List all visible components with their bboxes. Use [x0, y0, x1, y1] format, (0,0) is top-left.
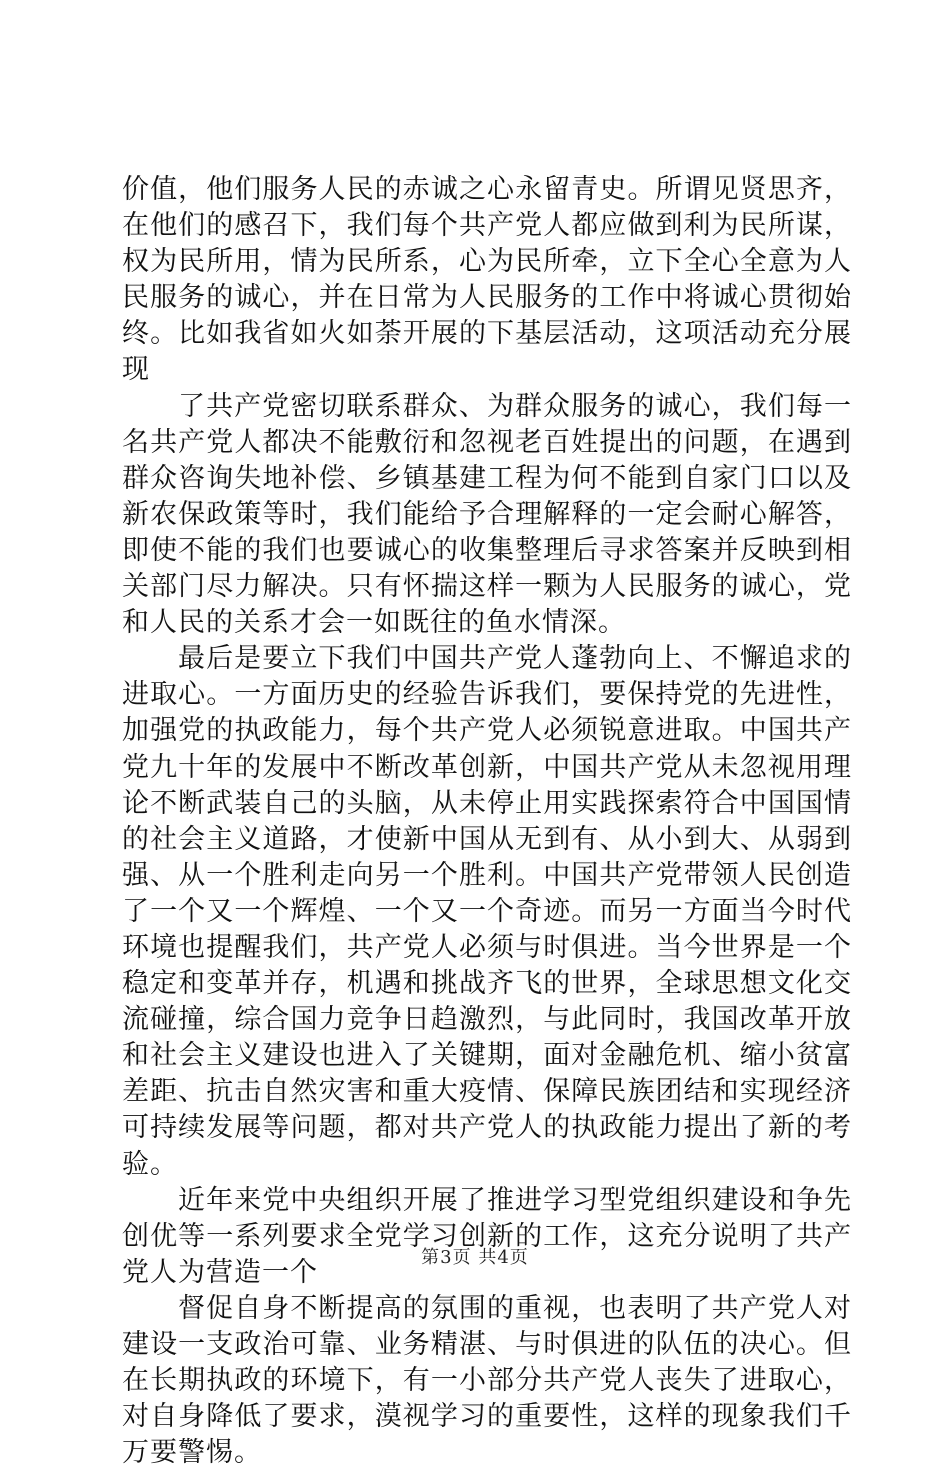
paragraph-3: 最后是要立下我们中国共产党人蓬勃向上、不懈追求的进取心。一方面历史的经验告诉我们，要保持党的先进性，加强党的执政能力，每个共产党人必须锐意进取。中国共产党九十年的发展中不断改革创新，中国共产党从未忽视用理论不断武装自己的头脑，从未停止用实践探索符合中国国情的社会主义道路，才使新中国从无到有、从小到大、从弱到强、从一个胜利走向另一个胜利。中国共产党带领人民创造了一个又一个辉煌、一个又一个奇迹。而另一方面当今时代环境也提醒我们，共产党人必须与时俱进。当今世界是一个稳定和变革并存，机遇和挑战齐飞的世界，全球思想文化交流碰撞，综合国力竞争日趋激烈，与此同时，我国改革开放和社会主义建设也进入了关键期，面对金融危机、缩小贫富差距、抗击自然灾害和重大疫情、保障民族团结和实现经济可持续发展等问题，都对共产党人的执政能力提出了新的考验。	[122, 643, 852, 1180]
paragraph-4: 近年来党中央组织开展了推进学习型党组织建设和争先创优等一系列要求全党学习创新的工作，这充分说明了共产党人为营造一个	[122, 1184, 852, 1288]
document-body	[122, 172, 852, 1471]
paragraph-1: 价值，他们服务人民的赤诚之心永留青史。所谓见贤思齐，在他们的感召下，我们每个共产党人都应做到利为民所谋，权为民所用，情为民所系，心为民所牵，立下全心全意为人民服务的诚心，并在日常为人民服务的工作中将诚心贯彻始终。比如我省如火如荼开展的下基层活动，这项活动充分展现	[122, 174, 852, 386]
paragraph-2: 了共产党密切联系群众、为群众服务的诚心，我们每一名共产党人都决不能敷衍和忽视老百姓提出的问题，在遇到群众咨询失地补偿、乡镇基建工程为何不能到自家门口以及新农保政策等时，我们能给予合理解释的一定会耐心解答，即使不能的我们也要诚心的收集整理后寻求答案并反映到相关部门尽力解决。只有怀揣这样一颗为人民服务的诚心，党和人民的关系才会一如既往的鱼水情深。	[122, 390, 852, 639]
page-number-footer: 第3页 共4页	[421, 1247, 529, 1268]
paragraph-5: 督促自身不断提高的氛围的重视，也表明了共产党人对建设一支政治可靠、业务精湛、与时俱进的队伍的决心。但在长期执政的环境下，有一小部分共产党人丧失了进取心，对自身降低了要求，漠视学习的重要性，这样的现象我们千万要警惕。	[122, 1292, 852, 1469]
